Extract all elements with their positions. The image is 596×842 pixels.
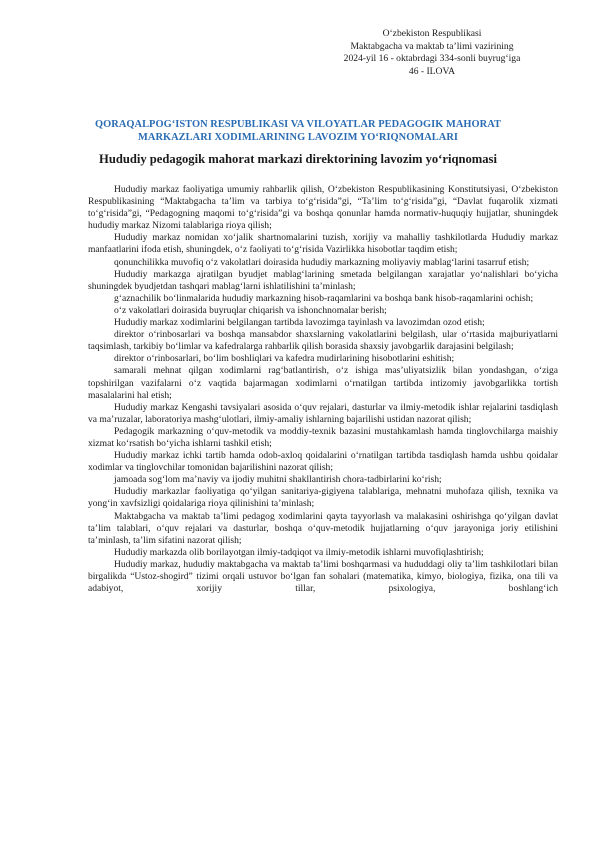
body-paragraph: Hududiy markazda olib borilayotgan ilmiy-tadqiqot va ilmiy-metodik ishlarni muvofiqlashtirish; [114,546,484,558]
body-paragraph: jamoada sog‘lom ma’naviy va ijodiy muhitni shakllantirish chora-tadbirlarini ko‘rish; [114,474,442,486]
document-title-line: MARKAZLARI XODIMLARINING LAVOZIM YO‘RIQNOMALARI [138,132,458,144]
body-paragraph: Maktabgacha va maktab ta’limi pedagog xodimlarini qayta tayyorlash va malakasini oshirishga qo‘yilgan davlat ta’lim talablari, o‘quv rejalari va dasturlar, boshqa o‘quv-metodik hujjatlarning o‘quv jarayoniga joriy etilishini ta’minlash, ta’lim sifatini nazorat qilish; [88,510,558,546]
document-title-line: QORAQALPOG‘ISTON RESPUBLIKASI VA VILOYATLAR PEDAGOGIK MAHORAT [95,119,501,130]
annex-header-line: 2024-yil 16 - oktabrdagi 334-sonli buyrug‘iga [343,53,521,65]
document-body [88,184,558,595]
document-title [60,118,536,144]
body-paragraph: Pedagogik markazning o‘quv-metodik va moddiy-texnik bazasini mustahkamlash hamda tinglovchilarga maishiy xizmat ko‘rsatish bo‘yicha ishlarni tashkil etish; [88,425,558,449]
body-paragraph: Hududiy markaz, hududiy maktabgacha va maktab ta’limi boshqarmasi va hududdagi oliy ta’lim tashkilotlari bilan birgalikda “Ustoz-shogird” tizimi orqali ustuvor bo‘lgan fan sohalari (matematika, kimyo, biologiya, fizika, ona tili va adabiyot, xorijiy tillar, psixologiya, boshlang‘ich [88,558,558,595]
annex-header-line: Maktabgacha va maktab ta’limi vazirining [350,40,514,52]
body-paragraph: direktor o‘rinbosarlari, bo‘lim boshliqlari va kafedra mudirlarining hisobotlarini eshitish; [114,353,455,365]
body-paragraph: qonunchilikka muvofiq o‘z vakolatlari doirasida hududiy markazning moliyaviy mablag‘larini tasarruf etish; [114,256,530,268]
body-paragraph: Hududiy markazga ajratilgan byudjet mablag‘larining smetada belgilangan xarajatlar yo‘nalishlari bo‘yicha shuningdek byudjetdan tashqari mablag‘larni ishlatilishini ta’minlash; [88,268,558,292]
body-paragraph: o‘z vakolatlari doirasida buyruqlar chiqarish va ishonchnomalar berish; [114,304,387,316]
annex-header-line: 46 - ILOVA [408,65,456,77]
body-paragraph: Hududiy markaz ichki tartib hamda odob-axloq qoidalarini o‘rnatilgan tartibda tasdiqlash hamda ushbu qoidalar xodimlar va tinglovchilar tomonidan bajarilishini nazorat qilish; [88,450,558,474]
body-paragraph: Hududiy markaz faoliyatiga umumiy rahbarlik qilish, O‘zbekiston Respublikasining Konstitutsiyasi, O‘zbekiston Respublikasining “Maktabgacha ta’lim va tarbiya to‘g‘risida”gi, “Ta’lim to‘g‘risida”gi, “Davlat fuqarolik xizmati to‘g‘risida”gi, “Pedagogning maqomi to‘g‘risida”gi va boshqa qonunlar hamda normativ-huquqiy hujjatlar, shuningdek hududiy markaz Nizomi talablariga rioya qilish; [88,184,558,232]
body-paragraph: samarali mehnat qilgan xodimlarni rag‘batlantirish, o‘z ishiga mas’uliyatsizlik bilan yondashgan, o‘ziga topshirilgan vazifalarni o‘z vaqtida bajarmagan xodimlarni o‘rnatilgan tartibda intizomiy javobgarlikka tortish masalalarini hal etish; [88,365,558,401]
body-paragraph: direktor o‘rinbosarlari va boshqa mansabdor shaxslarning vakolatlarini belgilash, ular o‘rtasida majburiyatlarni taqsimlash, tarkibiy bo‘limlar va kafedralarga rahbarlik qilish borasida shaxsiy javobgarlik darajasini belgilash; [88,329,558,353]
body-paragraph: Hududiy markaz Kengashi tavsiyalari asosida o‘quv rejalari, dasturlar va ilmiy-metodik ishlar rejalarini tasdiqlash va ma’ruzalar, laboratoriya mashg‘ulotlari, ilmiy-amaliy ishlarning bajarilishi ustidan nazorat qilish; [88,401,558,425]
section-heading: Hududiy pedagogik mahorat markazi direktorining lavozim yo‘riqnomasi [99,152,497,166]
body-paragraph: g‘aznachilik bo‘linmalarida hududiy markazning hisob-raqamlarini va boshqa bank hisob-raqamlarini ochish; [114,292,534,304]
annex-header [308,28,556,78]
body-paragraph: Hududiy markaz nomidan xo‘jalik shartnomalarini tuzish, xorijiy va mahalliy tashkilotlarda Hududiy markaz manfaatlarini ifoda etish, shuningdek, o‘z faoliyati to‘g‘risida Vazirlikka hisobotlar taqdim etish; [88,232,558,256]
body-paragraph: Hududiy markaz xodimlarini belgilangan tartibda lavozimga tayinlash va lavozimdan ozod etish; [114,317,485,329]
body-paragraph: Hududiy markazlar faoliyatiga qo‘yilgan sanitariya-gigiyena talablariga, mehnatni muhofaza qilish, texnika va yong‘in xavfsizligi qoidalariga rioya qilinishini ta’minlash; [88,486,558,510]
annex-header-line: O‘zbekiston Respublikasi [382,28,482,39]
